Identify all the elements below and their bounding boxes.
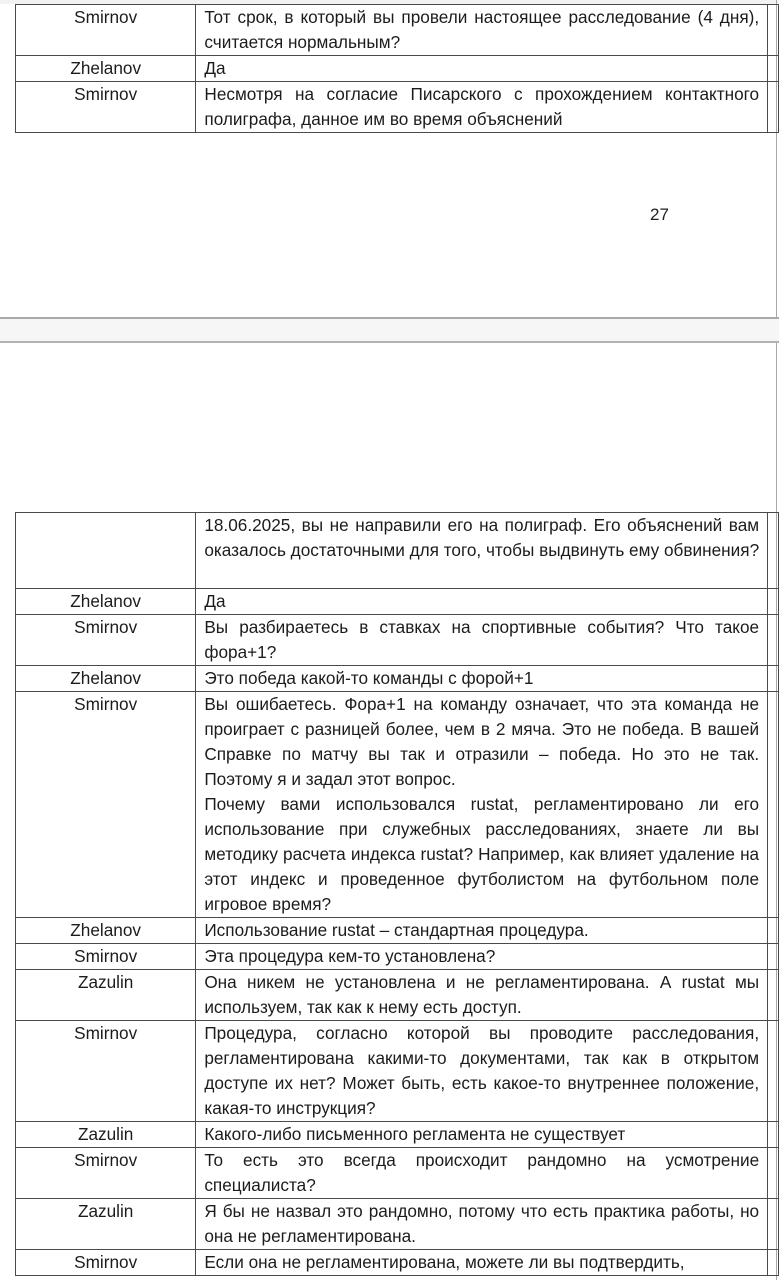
speaker-cell: Zhelanov — [16, 666, 196, 692]
extra-cell — [768, 970, 779, 1021]
text-cell: Несмотря на согласие Писарского с прохождением контактного полиграфа, данное им во время объяснений — [196, 82, 768, 133]
table-row — [16, 56, 779, 82]
text-cell: Она никем не установлена и не регламентирована. А rustat мы используем, так как к нему есть доступ. — [196, 970, 768, 1021]
extra-cell — [768, 692, 779, 918]
text-cell: 18.06.2025, вы не направили его на полиграф. Его объяснений вам оказалось достаточными для того, чтобы выдвинуть ему обвинения? — [196, 513, 768, 589]
speaker-cell: Zazulin — [16, 1122, 196, 1148]
table-row — [16, 1199, 779, 1250]
table-row — [16, 1122, 779, 1148]
extra-cell — [768, 5, 779, 56]
extra-cell — [768, 1122, 779, 1148]
text-cell: Эта процедура кем-то установлена? — [196, 944, 768, 970]
text-cell: Да — [196, 589, 768, 615]
speaker-cell: Zhelanov — [16, 918, 196, 944]
speaker-cell: Zazulin — [16, 1199, 196, 1250]
text-cell: Какого-либо письменного регламента не существует — [196, 1122, 768, 1148]
speaker-cell: Smirnov — [16, 1250, 196, 1276]
speaker-cell: Smirnov — [16, 5, 196, 56]
speaker-cell: Smirnov — [16, 1148, 196, 1199]
page-number: 27 — [650, 205, 669, 224]
speaker-cell: Smirnov — [16, 82, 196, 133]
text-cell: Тот срок, в который вы провели настоящее расследование (4 дня), считается нормальным? — [196, 5, 768, 56]
text-cell: Использование rustat – стандартная процедура. — [196, 918, 768, 944]
table-row — [16, 1148, 779, 1199]
paragraph: Вы ошибаетесь. Фора+1 на команду означает, что эта команда не проиграет с разницей более, чем в 2 мяча. Это не победа. В вашей Справке по матчу вы так и отразили – победа. Но это не так. Поэтому я и задал этот вопрос. — [204, 694, 760, 789]
speaker-cell — [16, 513, 196, 589]
extra-cell — [768, 82, 779, 133]
table-row — [16, 970, 779, 1021]
extra-cell — [768, 1148, 779, 1199]
table-row — [16, 615, 779, 666]
extra-cell — [768, 666, 779, 692]
table-row — [16, 666, 779, 692]
text-cell: То есть это всегда происходит рандомно на усмотрение специалиста? — [196, 1148, 768, 1199]
extra-cell — [768, 1021, 779, 1122]
text-cell: Я бы не назвал это рандомно, потому что есть практика работы, но она не регламентирована. — [196, 1199, 768, 1250]
extra-cell — [768, 1250, 779, 1276]
text-cell: Вы разбираетесь в ставках на спортивные события? Что такое фора+1? — [196, 615, 768, 666]
extra-cell — [768, 615, 779, 666]
speaker-cell: Zazulin — [16, 970, 196, 1021]
table-row — [16, 692, 779, 918]
transcript-table-page-27 — [15, 4, 779, 133]
text-cell: Если она не регламентирована, можете ли вы подтвердить, — [196, 1250, 768, 1276]
extra-cell — [768, 56, 779, 82]
table-row — [16, 513, 779, 589]
speaker-cell: Zhelanov — [16, 56, 196, 82]
speaker-cell: Zhelanov — [16, 589, 196, 615]
table-row — [16, 589, 779, 615]
extra-cell — [768, 918, 779, 944]
extra-cell — [768, 944, 779, 970]
extra-cell — [768, 513, 779, 589]
table-row — [16, 944, 779, 970]
transcript-table-page-28 — [15, 512, 779, 1276]
extra-cell — [768, 1199, 779, 1250]
paragraph: Почему вами использовался rustat, регламентировано ли его использование при служебных расследованиях, знаете ли вы методику расчета индекса rustat? Например, как влияет удаление на этот индекс и проведенное футболистом на футбольном поле игровое время? — [204, 794, 760, 914]
text-cell: Процедура, согласно которой вы проводите расследования, регламентирована какими-то документами, так как в открытом доступе их нет? Может быть, есть какое-то внутреннее положение, какая-то инструкция? — [196, 1021, 768, 1122]
text-cell: Это победа какой-то команды с форой+1 — [196, 666, 768, 692]
table-row — [16, 1250, 779, 1276]
text-cell — [196, 692, 768, 918]
speaker-cell: Smirnov — [16, 692, 196, 918]
speaker-cell: Smirnov — [16, 1021, 196, 1122]
extra-cell — [768, 589, 779, 615]
table-row — [16, 82, 779, 133]
speaker-cell: Smirnov — [16, 615, 196, 666]
table-row — [16, 1021, 779, 1122]
page-separator — [0, 317, 779, 343]
text-cell: Да — [196, 56, 768, 82]
speaker-cell: Smirnov — [16, 944, 196, 970]
table-row — [16, 5, 779, 56]
table-row — [16, 918, 779, 944]
